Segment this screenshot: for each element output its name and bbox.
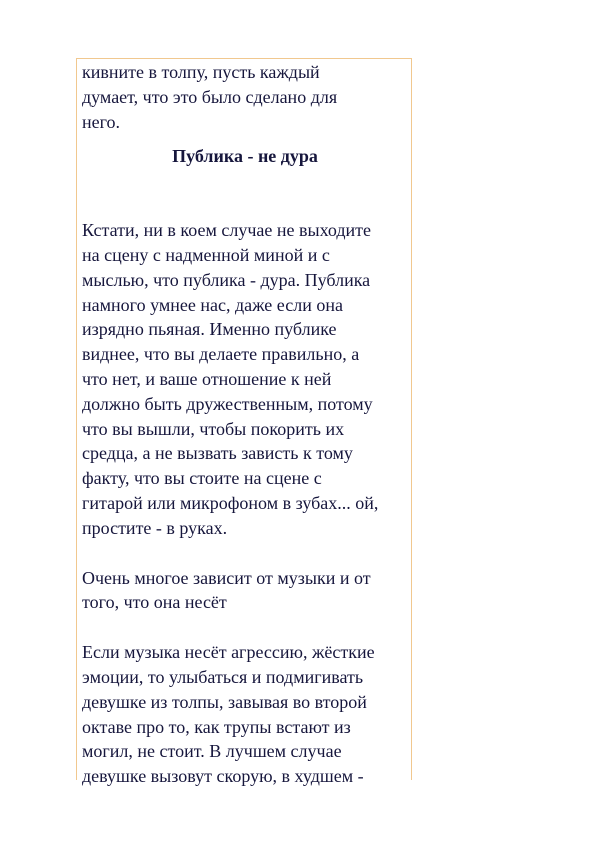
text-line: средца, а не вызвать зависть к тому bbox=[82, 443, 353, 464]
spacer bbox=[82, 541, 408, 566]
text-line: кивните в толпу, пусть каждый bbox=[82, 62, 320, 82]
text-line: факту, что вы стоите на сцене с bbox=[82, 468, 322, 489]
paragraph-3 bbox=[82, 566, 408, 616]
paragraph-4 bbox=[82, 640, 408, 789]
text-line: изрядно пьяная. Именно публике bbox=[82, 319, 337, 340]
text-line: гитарой или микрофоном в зубах... ой, bbox=[82, 492, 379, 513]
paragraph-1 bbox=[82, 60, 408, 134]
text-line: что вы вышли, чтобы покорить их bbox=[82, 418, 345, 439]
text-line: девушке из толпы, завывая во второй bbox=[82, 691, 367, 712]
document-body bbox=[82, 60, 408, 789]
text-line: того, что она несёт bbox=[82, 592, 227, 613]
text-line: Очень многое зависит от музыки и от bbox=[82, 567, 371, 588]
text-line: на сцену с надменной миной и с bbox=[82, 244, 330, 265]
text-line: что нет, и ваше отношение к ней bbox=[82, 368, 332, 389]
spacer bbox=[82, 615, 408, 640]
text-line: него. bbox=[82, 111, 121, 132]
text-line: Если музыка несёт агрессию, жёсткие bbox=[82, 642, 375, 663]
section-heading: Публика - не дура bbox=[172, 146, 318, 167]
spacer bbox=[82, 169, 408, 218]
paragraph-2 bbox=[82, 218, 408, 540]
text-line: мыслью, что публика - дура. Публика bbox=[82, 269, 371, 290]
text-line: думает, что это было сделано для bbox=[82, 86, 338, 107]
text-line: октаве про то, как трупы встают из bbox=[82, 716, 351, 737]
text-line: должно быть дружественным, потому bbox=[82, 393, 373, 414]
text-line: намного умнее нас, даже если она bbox=[82, 294, 343, 315]
text-line: могил, не стоит. В лучшем случае bbox=[82, 741, 342, 762]
text-line: простите - в руках. bbox=[82, 517, 228, 538]
text-line: виднее, что вы делаете правильно, а bbox=[82, 344, 360, 365]
text-line: девушке вызовут скорую, в худшем - bbox=[82, 766, 364, 787]
text-line: Кстати, ни в коем случае не выходите bbox=[82, 220, 372, 241]
text-line: эмоции, то улыбаться и подмигивать bbox=[82, 666, 364, 687]
